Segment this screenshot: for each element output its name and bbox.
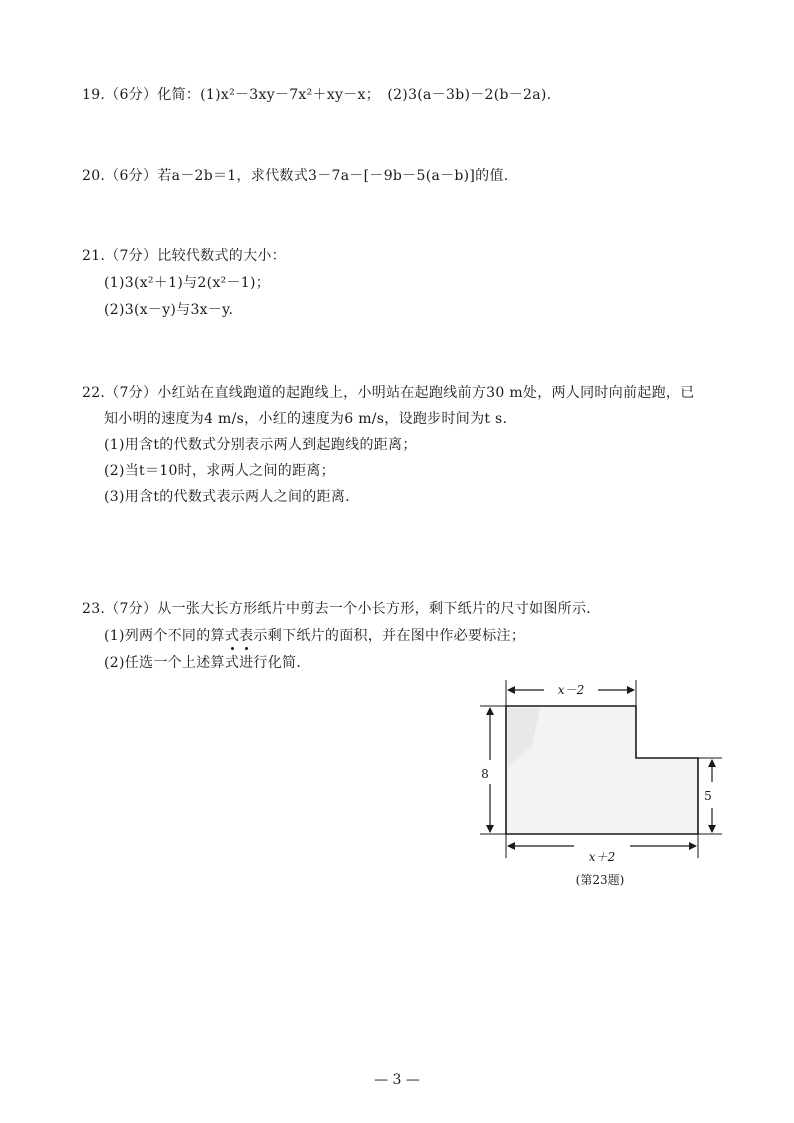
question-21: 21.（7分）比较代数式的大小： <box>82 248 286 264</box>
question-21-part-1: (1)3(x²＋1)与2(x²－1)； <box>104 275 271 291</box>
figure-caption: (第23题) <box>575 873 625 887</box>
question-23: 23.（7分）从一张大长方形纸片中剪去一个小长方形，剩下纸片的尺寸如图所示. <box>82 601 592 617</box>
question-22-part-1: (1)用含t的代数式分别表示两人到起跑线的距离； <box>104 437 417 453</box>
question-23-part-1: (1)列两个不同的算式表示剩下纸片的面积，并在图中作必要标注； <box>104 628 526 644</box>
dimension-label-left: 8 <box>481 767 489 781</box>
question-22: 22.（7分）小红站在直线跑道的起跑线上，小明站在起跑线前方30 m处，两人同时向前起跑，已 <box>82 385 695 401</box>
page-number: — 3 — <box>374 1072 420 1088</box>
question-23-figure <box>470 676 730 894</box>
dimension-label-bottom: x＋2 <box>588 850 616 864</box>
question-20: 20.（6分）若a－2b＝1，求代数式3－7a－[－9b－5(a－b)]的值. <box>82 168 509 184</box>
question-22-line-2: 知小明的速度为4 m/s，小红的速度为6 m/s，设跑步时间为t s. <box>104 411 508 427</box>
dimension-label-right: 5 <box>704 789 712 803</box>
l-shape-diagram <box>470 676 730 894</box>
question-22-part-2: (2)当t＝10时，求两人之间的距离； <box>104 463 335 479</box>
emphasis-dot <box>231 647 234 650</box>
dimension-label-top: x－2 <box>557 683 585 697</box>
question-21-part-2: (2)3(x－y)与3x－y. <box>104 302 234 318</box>
emphasis-dot <box>245 647 248 650</box>
question-19: 19.（6分）化简：(1)x²－3xy－7x²＋xy－x； (2)3(a－3b)－2(b－2a). <box>82 87 552 103</box>
question-22-part-3: (3)用含t的代数式表示两人之间的距离. <box>104 489 350 505</box>
question-23-part-2: (2)任选一个上述算式进行化简. <box>104 655 302 671</box>
